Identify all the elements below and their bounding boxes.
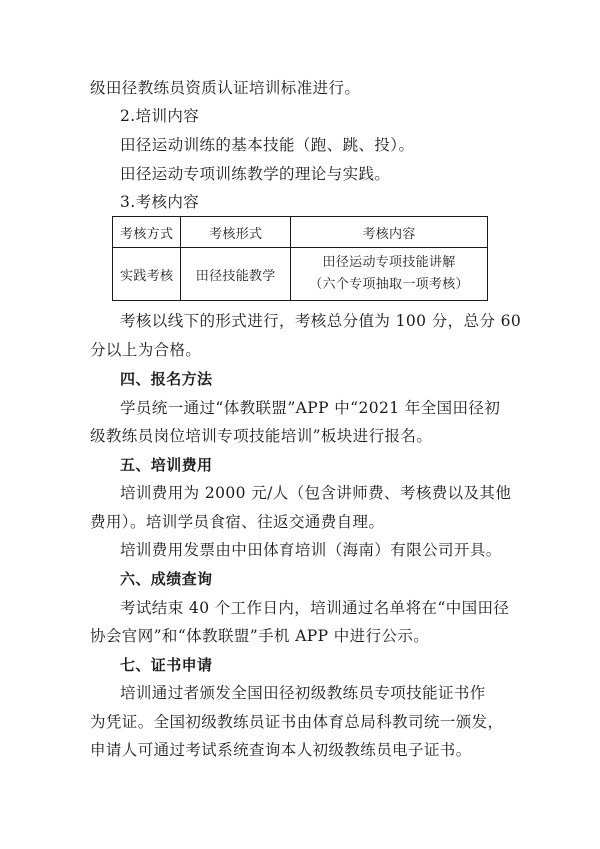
exam-content-line-1: 田径运动专项技能讲解 [322, 255, 456, 270]
section-4-heading: 四、报名方法 [120, 370, 213, 388]
paragraph-continuation: 级田径教练员资质认证培训标准进行。 [90, 79, 361, 97]
section-5-heading: 五、培训费用 [120, 456, 213, 474]
table-row [113, 248, 488, 301]
fee-paragraph-line-1: 培训费用为 2000 元/人（包含讲师费、考核费以及其他 [120, 484, 512, 502]
exam-content-table [112, 216, 488, 301]
certificate-paragraph-line-1: 培训通过者颁发全国田径初级教练员专项技能证书作 [120, 684, 486, 702]
training-content-item-1: 田径运动训练的基本技能（跑、跳、投）。 [120, 136, 415, 154]
invoice-paragraph: 培训费用发票由中田体育培训（海南）有限公司开具。 [120, 541, 502, 559]
exam-content-line-2: （六个专项抽取一项考核） [309, 277, 469, 292]
certificate-paragraph-line-3: 申请人可通过考试系统查询本人初级教练员电子证书。 [90, 741, 472, 759]
section-6-heading: 六、成绩查询 [120, 570, 213, 588]
exam-form-cell: 田径技能教学 [181, 248, 291, 301]
registration-paragraph-line-1: 学员统一通过“体教联盟”APP 中“2021 年全国田径初 [120, 399, 501, 417]
section-2-heading: 2.培训内容 [120, 107, 200, 125]
table-header-cell: 考核方式 [113, 217, 181, 248]
fee-paragraph-line-2: 费用）。培训学员食宿、往返交通费自理。 [90, 513, 385, 531]
exam-paragraph-line-1: 考核以线下的形式进行，考核总分值为 100 分，总分 60 [120, 312, 522, 330]
training-content-item-2: 田径运动专项训练教学的理论与实践。 [120, 165, 391, 183]
results-paragraph-line-2: 协会官网”和“体教联盟”手机 APP 中进行公示。 [90, 627, 430, 645]
registration-paragraph-line-2: 级教练员岗位培训专项技能培训”板块进行报名。 [90, 427, 433, 445]
certificate-paragraph-line-2: 为凭证。全国初级教练员证书由体育总局科教司统一颁发， [90, 713, 504, 731]
exam-paragraph-line-2: 分以上为合格。 [90, 341, 202, 359]
section-3-heading: 3.考核内容 [120, 193, 200, 211]
table-header-row [113, 217, 488, 248]
exam-content-cell [291, 248, 488, 301]
section-7-heading: 七、证书申请 [120, 656, 213, 674]
table-header-cell: 考核形式 [181, 217, 291, 248]
table-header-cell: 考核内容 [291, 217, 488, 248]
exam-method-cell: 实践考核 [113, 248, 181, 301]
results-paragraph-line-1: 考试结束 40 个工作日内，培训通过名单将在“中国田径 [120, 599, 510, 617]
